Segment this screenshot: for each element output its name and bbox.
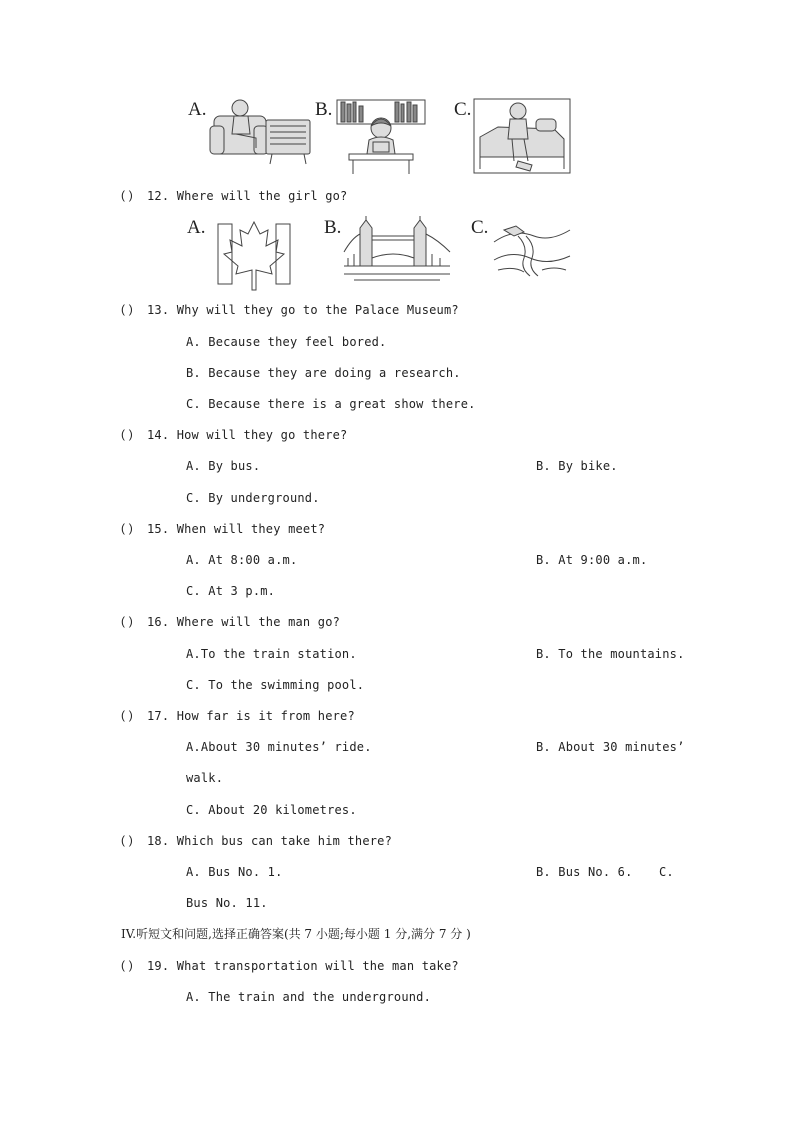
person-sitting-in-armchair-icon [210, 98, 312, 166]
q18-option-b[interactable]: B. Bus No. 6. [536, 865, 633, 879]
q18-option-a[interactable]: A. Bus No. 1. [186, 865, 283, 879]
boy-sitting-on-bed-icon [474, 99, 570, 173]
q18-answer-paren[interactable]: ( ) [121, 833, 133, 847]
q13-option-c[interactable]: C. Because there is a great show there. [186, 397, 476, 411]
q15-question: 15. When will they meet? [147, 522, 326, 536]
pic-option-a-letter: A. [187, 217, 206, 238]
q13-question: 13. Why will they go to the Palace Museum? [147, 303, 459, 317]
q15-option-b[interactable]: B. At 9:00 a.m. [536, 553, 648, 567]
boy-reading-at-desk-icon [335, 98, 427, 176]
tower-bridge-icon [344, 214, 450, 284]
pic-option-b-letter: B. [315, 99, 333, 120]
q17-option-c[interactable]: C. About 20 kilometres. [186, 803, 357, 817]
q18-option-c-letter[interactable]: C. [659, 865, 674, 879]
q16-option-a[interactable]: A.To the train station. [186, 647, 357, 661]
pic-option-b-letter: B. [324, 217, 342, 238]
q19-answer-paren[interactable]: ( ) [121, 958, 133, 972]
q17-answer-paren[interactable]: ( ) [121, 708, 133, 722]
q13-answer-paren[interactable]: ( ) [121, 302, 133, 316]
q15-option-a[interactable]: A. At 8:00 a.m. [186, 553, 298, 567]
pic-option-c-letter: C. [471, 217, 489, 238]
q17-option-b-continued: walk. [186, 771, 224, 785]
maple-leaf-icon [216, 216, 292, 292]
q13-option-a[interactable]: A. Because they feel bored. [186, 335, 387, 349]
q19-question: 19. What transportation will the man take? [147, 959, 459, 973]
q16-question: 16. Where will the man go? [147, 615, 341, 629]
q19-option-a[interactable]: A. The train and the underground. [186, 990, 432, 1004]
q14-question: 14. How will they go there? [147, 428, 348, 442]
q18-question: 18. Which bus can take him there? [147, 834, 393, 848]
q16-option-b[interactable]: B. To the mountains. [536, 647, 685, 661]
q14-answer-paren[interactable]: ( ) [121, 427, 133, 441]
q13-option-b[interactable]: B. Because they are doing a research. [186, 366, 461, 380]
q12-answer-paren[interactable]: ( ) [121, 188, 133, 202]
q14-option-c[interactable]: C. By underground. [186, 491, 320, 505]
pic-option-a-letter: A. [188, 99, 207, 120]
pic-option-c-letter: C. [454, 99, 472, 120]
q14-option-b[interactable]: B. By bike. [536, 459, 618, 473]
q15-answer-paren[interactable]: ( ) [121, 521, 133, 535]
q12-question: 12. Where will the girl go? [147, 189, 348, 203]
q14-option-a[interactable]: A. By bus. [186, 459, 261, 473]
q17-option-a[interactable]: A.About 30 minutes’ ride. [186, 740, 372, 754]
q17-option-b[interactable]: B. About 30 minutes’ [536, 740, 685, 754]
q17-question: 17. How far is it from here? [147, 709, 355, 723]
q16-option-c[interactable]: C. To the swimming pool. [186, 678, 365, 692]
q16-answer-paren[interactable]: ( ) [121, 614, 133, 628]
q15-option-c[interactable]: C. At 3 p.m. [186, 584, 276, 598]
section-iv-heading: IV.听短文和问题,选择正确答案(共 7 小题;每小题 1 分,满分 7 分 ) [121, 927, 471, 941]
great-wall-icon [494, 222, 570, 278]
q18-option-c-continued: Bus No. 11. [186, 896, 268, 910]
